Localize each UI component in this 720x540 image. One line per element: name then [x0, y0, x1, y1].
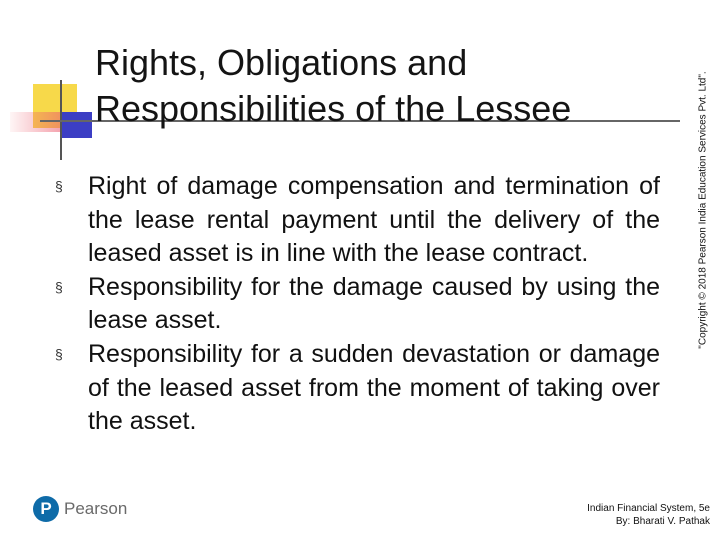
bullet-text: Responsibility for the damage caused by using the lease asset. — [88, 272, 660, 335]
pearson-wordmark: Pearson — [64, 499, 128, 518]
slide-title-line-2: Responsibilities of the Lessee — [95, 88, 572, 129]
bullet-icon: § — [55, 345, 63, 362]
footer-book-title: Indian Financial System, 5e — [587, 503, 710, 514]
bullet-item — [55, 338, 660, 439]
bullet-text: Responsibility for a sudden devastation or damage of the leased asset from the moment of taking over the asset. — [88, 339, 660, 436]
slide-title — [95, 40, 655, 132]
footer-author: By: Bharati V. Pathak — [615, 516, 710, 527]
bullet-list — [55, 170, 660, 439]
bullet-icon: § — [55, 278, 63, 295]
bullet-text: Right of damage compensation and termination of the lease rental payment until the delivery of the leased asset is in line with the lease contract. — [88, 172, 660, 268]
bullet-icon: § — [55, 178, 63, 194]
pearson-logo — [33, 496, 127, 522]
copyright-notice: "Copyright © 2018 Pearson India Education Services Pvt. Ltd". — [697, 71, 709, 349]
slide-title-line-1: Rights, Obligations and — [95, 42, 468, 83]
bullet-item — [55, 170, 660, 271]
pearson-p-icon: P — [33, 496, 59, 522]
deco-red-gradient-bar — [10, 112, 65, 132]
footer-credit — [587, 502, 710, 528]
bullet-item — [55, 271, 660, 338]
deco-blue-square — [60, 112, 92, 138]
